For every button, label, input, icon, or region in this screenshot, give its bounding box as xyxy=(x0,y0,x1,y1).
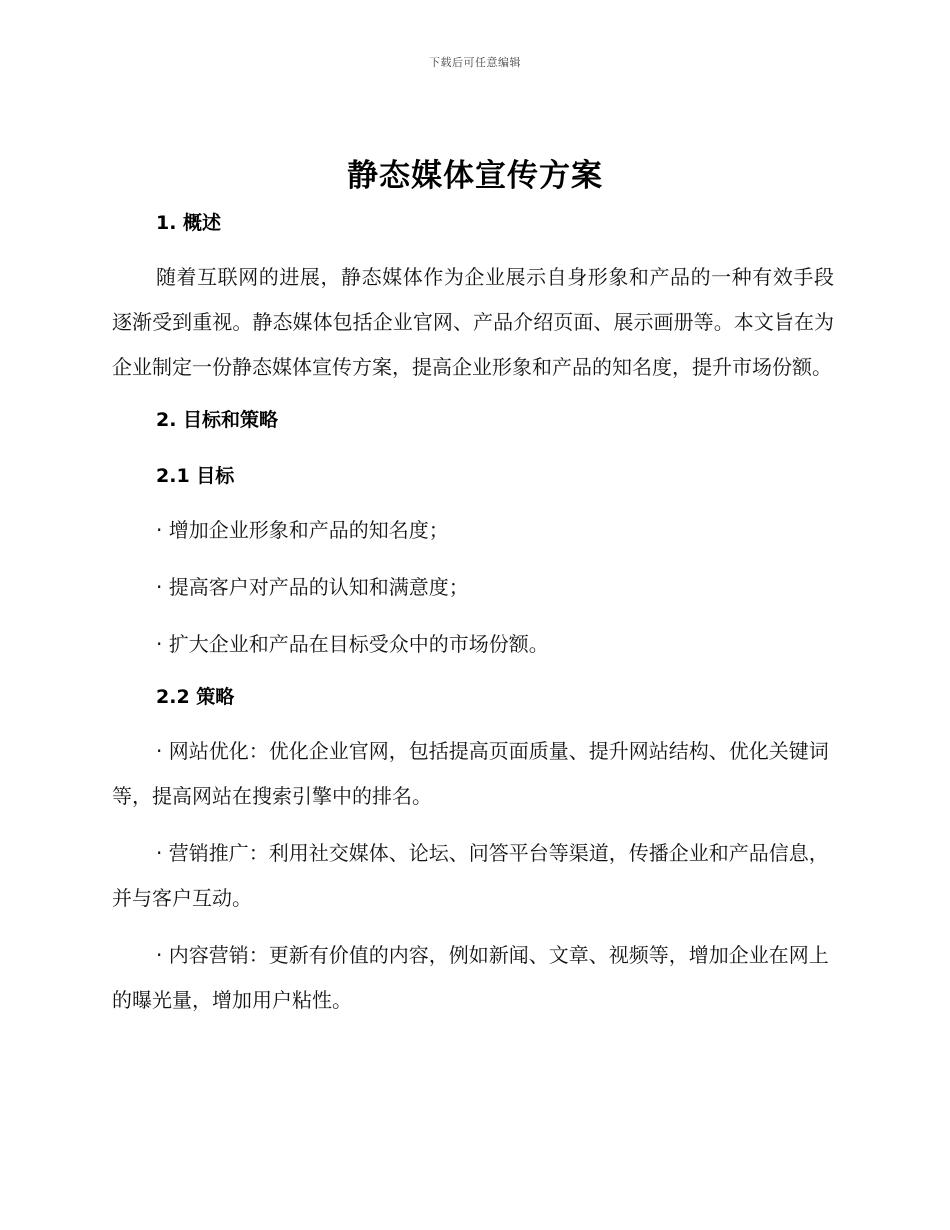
header-note: 下载后可任意编辑 xyxy=(429,56,521,69)
section-heading-goals: 2.1 目标 xyxy=(156,465,235,487)
section-heading-strategy: 2.2 策略 xyxy=(156,686,235,708)
overview-paragraph: 随着互联网的进展，静态媒体作为企业展示自身形象和产品的一种有效手段逐渐受到重视。静态媒体包括企业官网、产品介绍页面、展示画册等。本文旨在为企业制定一份静态媒体宣传方案，提高企业形象和产品的知名度，提升市场份额。 xyxy=(112,265,834,379)
strategy-item: · 营销推广：利用社交媒体、论坛、问答平台等渠道，传播企业和产品信息，并与客户互动。 xyxy=(112,841,829,910)
strategy-item: · 网站优化：优化企业官网，包括提高页面质量、提升网站结构、优化关键词等，提高网站在搜索引擎中的排名。 xyxy=(112,739,829,808)
goal-item: · 扩大企业和产品在目标受众中的市场份额。 xyxy=(156,632,549,656)
goal-item: · 增加企业形象和产品的知名度； xyxy=(156,518,449,542)
section-heading-goals-strategy: 2. 目标和策略 xyxy=(156,409,279,431)
document-title: 静态媒体宣传方案 xyxy=(347,158,603,194)
goal-item: · 提高客户对产品的认知和满意度； xyxy=(156,575,469,599)
document-body xyxy=(112,205,834,1035)
section-heading-overview: 1. 概述 xyxy=(156,212,222,234)
strategy-item: · 内容营销：更新有价值的内容，例如新闻、文章、视频等，增加企业在网上的曝光量，增加用户粘性。 xyxy=(112,943,829,1012)
